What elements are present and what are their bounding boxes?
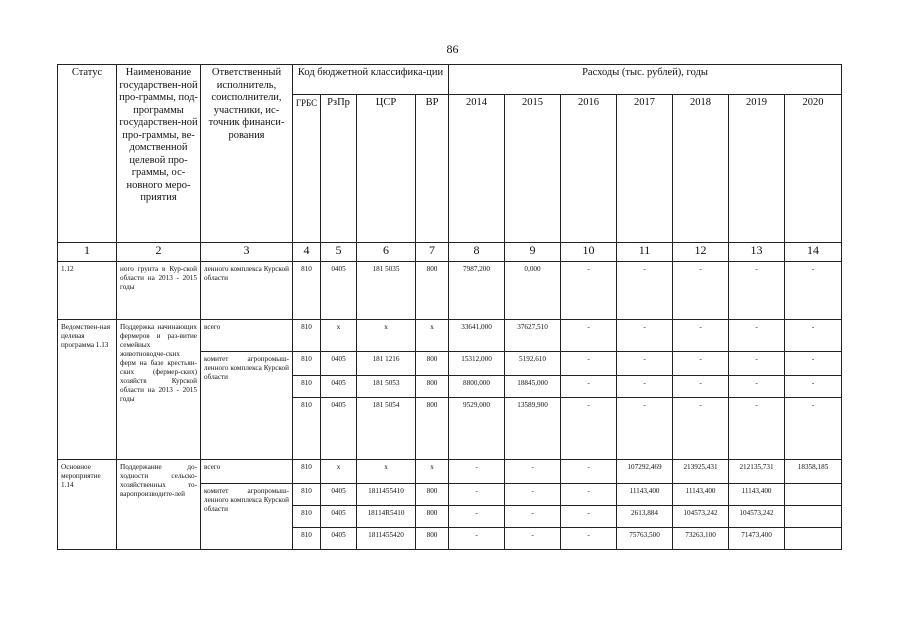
cell-2018: - [673,376,729,398]
cell-2020: 18358,185 [785,460,842,484]
cell-2019: - [729,352,785,376]
cell-rzpr: x [321,320,357,352]
header-year-2020: 2020 [785,95,842,243]
cell-2019: - [729,320,785,352]
cell-2020: - [785,320,842,352]
row-status: 1.12 [58,262,117,320]
cell-grbs: 810 [293,320,321,352]
cell-rzpr: 0405 [321,506,357,528]
cell-rzpr: 0405 [321,528,357,550]
cell-2019: - [729,376,785,398]
cell-grbs: 810 [293,352,321,376]
row-status: Ведомствен-ная целевая программа 1.13 [58,320,117,460]
cell-2020: - [785,352,842,376]
cell-2016: - [561,460,617,484]
column-number: 6 [357,243,416,262]
cell-2014: 33641,000 [449,320,505,352]
row-status: Основное мероприятие 1.14 [58,460,117,550]
cell-2015: - [505,460,561,484]
column-number: 9 [505,243,561,262]
row-executor: комитет агропромыш-ленного комплекса Курской области [201,484,293,550]
cell-2014: - [449,528,505,550]
header-year-2019: 2019 [729,95,785,243]
column-number: 3 [201,243,293,262]
cell-2017: 11143,400 [617,484,673,506]
cell-2015: - [505,528,561,550]
header-year-2017: 2017 [617,95,673,243]
header-year-2016: 2016 [561,95,617,243]
cell-2019: 212135,731 [729,460,785,484]
header-executor: Ответственный исполнитель, соисполнители, участники, ис-точник финанси-рования [201,65,293,243]
cell-grbs: 810 [293,398,321,460]
cell-2018: - [673,320,729,352]
cell-grbs: 810 [293,528,321,550]
cell-2015: - [505,506,561,528]
cell-2014: - [449,460,505,484]
cell-2017: 75763,500 [617,528,673,550]
cell-2018: - [673,352,729,376]
cell-2017: - [617,376,673,398]
header-year-2018: 2018 [673,95,729,243]
cell-2015: 18845,000 [505,376,561,398]
header-row-1 [58,65,842,95]
cell-2016: - [561,484,617,506]
cell-csr: 181 1216 [357,352,416,376]
cell-2019: 11143,400 [729,484,785,506]
cell-2017: - [617,352,673,376]
cell-csr: 1811455410 [357,484,416,506]
cell-2014: 9529,000 [449,398,505,460]
header-vr: ВР [416,95,449,243]
cell-2015: 13589,900 [505,398,561,460]
column-number: 5 [321,243,357,262]
column-number: 12 [673,243,729,262]
cell-vr: 800 [416,398,449,460]
cell-2016: - [561,528,617,550]
header-name: Наименование государствен-ной про-граммы, под-программы государствен-ной про-граммы, ве-домственной целевой про-граммы, ос-новного меро-приятия [117,65,201,243]
cell-grbs: 810 [293,484,321,506]
cell-vr: x [416,320,449,352]
cell-2016: - [561,352,617,376]
cell-2017: - [617,398,673,460]
cell-2017: 2613,884 [617,506,673,528]
cell-2015: - [505,484,561,506]
cell-2014: 15312,000 [449,352,505,376]
column-number: 11 [617,243,673,262]
cell-2019: - [729,262,785,320]
header-csr: ЦСР [357,95,416,243]
cell-2019: 71473,400 [729,528,785,550]
cell-2018: - [673,398,729,460]
cell-2018: 213925,431 [673,460,729,484]
cell-2016: - [561,398,617,460]
cell-vr: 800 [416,506,449,528]
cell-2015: 0,000 [505,262,561,320]
cell-2020 [785,506,842,528]
table-row [58,320,842,352]
header-rzpr: РзПр [321,95,357,243]
cell-grbs: 810 [293,376,321,398]
header-year-2015: 2015 [505,95,561,243]
cell-vr: 800 [416,262,449,320]
cell-2014: - [449,506,505,528]
cell-grbs: 810 [293,506,321,528]
header-budget-code: Код бюджетной классифика-ции [293,65,449,95]
cell-2020: - [785,398,842,460]
column-number: 1 [58,243,117,262]
header-grbs: ГРБС [293,95,321,243]
cell-rzpr: 0405 [321,484,357,506]
cell-csr: 181 5035 [357,262,416,320]
cell-rzpr: 0405 [321,398,357,460]
header-year-2014: 2014 [449,95,505,243]
cell-2016: - [561,376,617,398]
cell-grbs: 810 [293,460,321,484]
row-executor: комитет агропромыш-ленного комплекса Курской области [201,352,293,460]
cell-2017: - [617,262,673,320]
cell-2016: - [561,506,617,528]
cell-2016: - [561,320,617,352]
column-number: 13 [729,243,785,262]
cell-2020 [785,528,842,550]
cell-2019: - [729,398,785,460]
cell-2018: 11143,400 [673,484,729,506]
cell-rzpr: 0405 [321,352,357,376]
cell-csr: 181 5054 [357,398,416,460]
row-executor-total: всего [201,460,293,484]
cell-csr: 18114R5410 [357,506,416,528]
cell-vr: 800 [416,352,449,376]
cell-rzpr: x [321,460,357,484]
cell-csr: x [357,320,416,352]
row-name: Поддержание до-ходности сельско-хозяйственных то-варопроизводите-лей [117,460,201,550]
cell-2020: - [785,376,842,398]
column-number-row [58,243,842,262]
cell-grbs: 810 [293,262,321,320]
cell-2018: 104573,242 [673,506,729,528]
table-row [58,460,842,484]
header-expenses: Расходы (тыс. рублей), годы [449,65,842,95]
cell-vr: 800 [416,484,449,506]
column-number: 10 [561,243,617,262]
cell-2014: - [449,484,505,506]
cell-rzpr: 0405 [321,262,357,320]
cell-csr: x [357,460,416,484]
cell-vr: 800 [416,528,449,550]
header-status: Статус [58,65,117,243]
row-executor: ленного комплекса Курской области [201,262,293,320]
column-number: 7 [416,243,449,262]
cell-2015: 5192,610 [505,352,561,376]
cell-2014: 8800,000 [449,376,505,398]
column-number: 8 [449,243,505,262]
cell-2016: - [561,262,617,320]
cell-vr: x [416,460,449,484]
cell-2020 [785,484,842,506]
cell-2017: - [617,320,673,352]
cell-2014: 7987,200 [449,262,505,320]
column-number: 2 [117,243,201,262]
cell-2017: 107292,469 [617,460,673,484]
cell-2015: 37627,510 [505,320,561,352]
page-number: 86 [446,42,459,56]
row-executor-total: всего [201,320,293,352]
cell-2020: - [785,262,842,320]
cell-csr: 181 5053 [357,376,416,398]
column-number: 14 [785,243,842,262]
column-number: 4 [293,243,321,262]
table-row [58,262,842,320]
cell-rzpr: 0405 [321,376,357,398]
cell-2018: - [673,262,729,320]
cell-vr: 800 [416,376,449,398]
cell-2019: 104573,242 [729,506,785,528]
cell-csr: 1811455420 [357,528,416,550]
budget-table [57,64,842,550]
row-name: Поддержка начинающих фермеров и раз-витие семейных животноводче-ских ферм на базе крестьян-ских (фермер-ских) хозяйств Курской области на 2013 - 2015 годы [117,320,201,460]
cell-2018: 73263,100 [673,528,729,550]
row-name: ного грунта в Кур-ской области на 2013 - 2015 годы [117,262,201,320]
